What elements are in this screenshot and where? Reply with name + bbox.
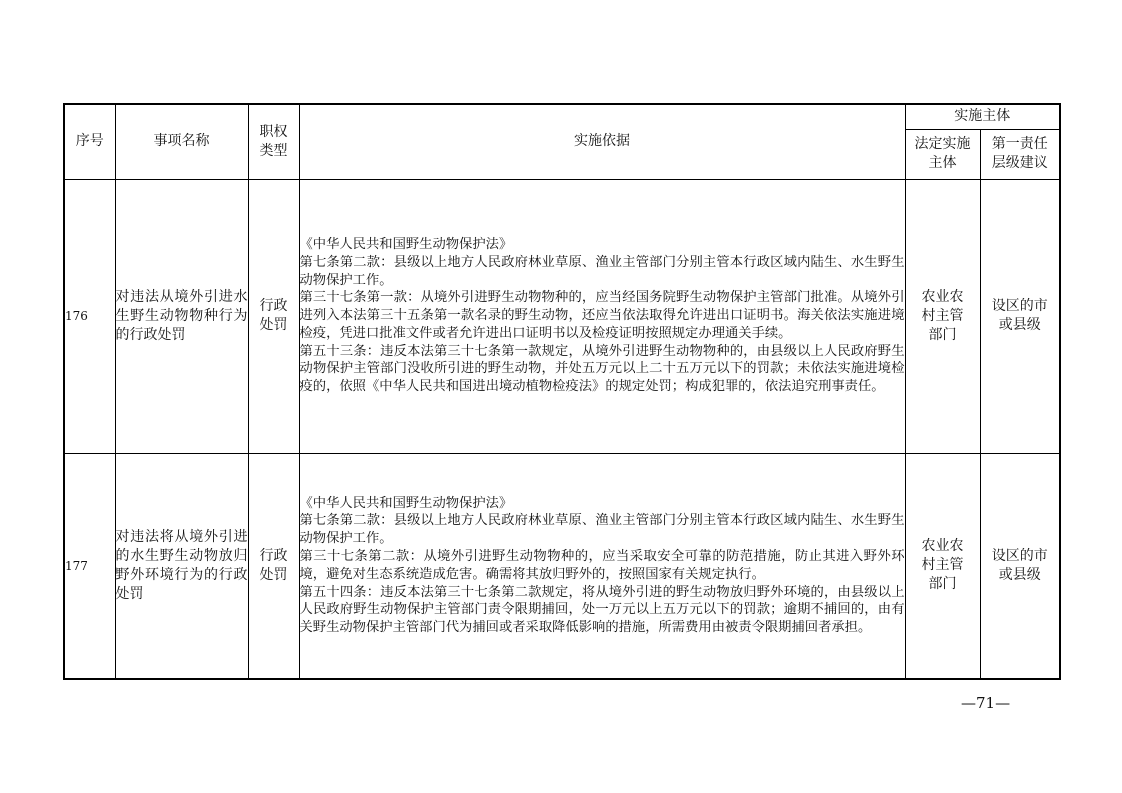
row-power-type-text: 行政处罚: [259, 547, 288, 583]
header-power-type: [248, 104, 299, 179]
basis-paragraph: 第七条第二款：县级以上地方人民政府林业草原、渔业主管部门分别主管本行政区域内陆生、水生野生动物保护工作。: [299, 254, 905, 288]
header-seq: 序号: [64, 104, 115, 179]
row-seq: 177: [64, 453, 115, 679]
row-item-name: 对违法将从境外引进的水生野生动物放归野外环境行为的行政处罚: [115, 453, 248, 679]
row-seq: 176: [64, 179, 115, 453]
basis-paragraph: 第五十四条：违反本法第三十七条第二款规定，将从境外引进的野生动物放归野外环境的，由县级以上人民政府野生动物保护主管部门责令限期捕回，处一万元以上五万元以下的罚款；逾期不捕回的，由有关野生动物保护主管部门代为捕回或者采取降低影响的措施，所需费用由被责令限期捕回者承担。: [299, 584, 905, 636]
row-first-level: [980, 453, 1060, 679]
basis-paragraph: 《中华人民共和国野生动物保护法》: [299, 236, 513, 252]
header-power-type-text: 职权类型: [259, 123, 288, 159]
row-item-name: 对违法从境外引进水生野生动物物种行为的行政处罚: [115, 179, 248, 453]
row-legal-body-text: 农业农村主管部门: [921, 288, 964, 343]
row-basis: [299, 453, 905, 679]
enforcement-table: [63, 103, 1061, 680]
row-basis: [299, 179, 905, 453]
basis-paragraph: 第三十七条第二款：从境外引进野生动物物种的，应当采取安全可靠的防范措施，防止其进入野外环境，避免对生态系统造成危害。确需将其放归野外的，按照国家有关规定执行。: [299, 548, 905, 582]
page-number: —71—: [961, 694, 1011, 712]
basis-paragraph: 《中华人民共和国野生动物保护法》: [299, 495, 513, 511]
table-row: [64, 453, 1060, 679]
header-basis: 实施依据: [299, 104, 905, 179]
header-first-level-text: 第一责任层级建议: [991, 136, 1048, 171]
row-power-type-text: 行政处罚: [259, 298, 288, 333]
row-legal-body: [905, 179, 980, 453]
header-legal-body: [905, 129, 980, 179]
basis-paragraph: 第三十七条第一款：从境外引进野生动物物种的，应当经国务院野生动物保护主管部门批准。从境外引进列入本法第三十五条第一款名录的野生动物，还应当依法取得允许进出口证明书。海关依法实施进境检疫，凭进口批准文件或者允许进出口证明书以及检疫证明按照规定办理通关手续。: [299, 290, 905, 341]
table-row: [64, 179, 1060, 453]
header-item-name: 事项名称: [115, 104, 248, 179]
basis-paragraph: 第五十三条：违反本法第三十七条第一款规定，从境外引进野生动物物种的，由县级以上人民政府野生动物保护主管部门没收所引进的野生动物，并处五万元以上二十五万元以下的罚款；未依法实施进境检疫的，依照《中华人民共和国进出境动植物检疫法》的规定处罚；构成犯罪的，依法追究刑事责任。: [299, 343, 905, 395]
row-legal-body-text: 农业农村主管部门: [921, 538, 964, 593]
row-first-level: [980, 179, 1060, 453]
row-legal-body: [905, 453, 980, 679]
header-legal-body-text: 法定实施主体: [914, 136, 971, 171]
header-implementer-group: 实施主体: [905, 104, 1060, 129]
basis-paragraph: 第七条第二款：县级以上地方人民政府林业草原、渔业主管部门分别主管本行政区域内陆生、水生野生动物保护工作。: [299, 513, 905, 547]
header-first-level: [980, 129, 1060, 179]
row-first-level-text: 设区的市或县级: [991, 547, 1048, 583]
row-power-type: [248, 453, 299, 679]
row-first-level-text: 设区的市或县级: [991, 298, 1048, 333]
row-power-type: [248, 179, 299, 453]
